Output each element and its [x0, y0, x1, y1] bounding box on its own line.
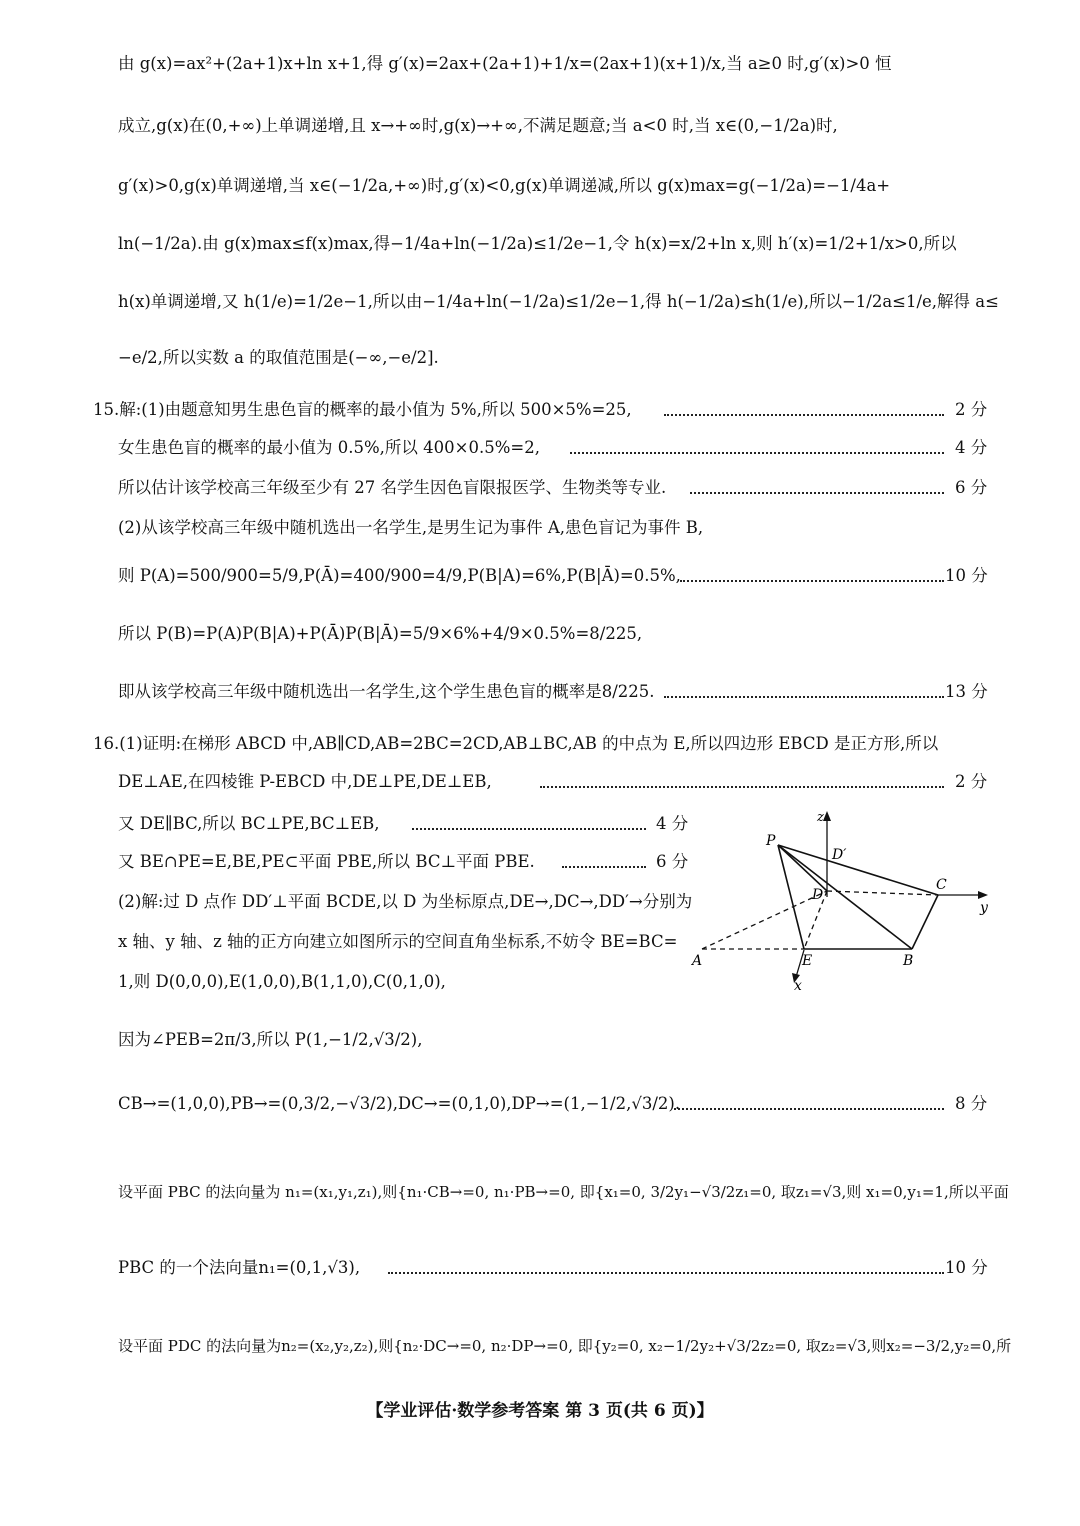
dot-leader	[562, 866, 646, 868]
dot-leader	[674, 1108, 944, 1110]
dot-leader	[570, 452, 944, 454]
text-line: 设平面 PBC 的法向量为 n₁=(x₁,y₁,z₁),则{n₁·CB→=0, n₁·PB→=0, 即{x₁=0, 3/2y₁−√3/2z₁=0, 取z₁=√3,则 x₁=0,y₁=1,所以平面	[118, 1183, 1009, 1201]
text-line: ln(−1/2a).由 g(x)max≤f(x)max,得−1/4a+ln(−1/2a)≤1/2e−1,令 h(x)=x/2+ln x,则 h′(x)=1/2+1/x>0,所以	[118, 234, 957, 253]
dot-leader	[388, 1272, 944, 1274]
text-line: 成立,g(x)在(0,+∞)上单调递增,且 x→+∞时,g(x)→+∞,不满足题意;当 a<0 时,当 x∈(0,−1/2a)时,	[118, 116, 838, 135]
label-a: A	[692, 953, 703, 969]
label-p: P	[766, 833, 776, 849]
dot-leader	[690, 492, 944, 494]
score-mark: 6 分	[955, 478, 988, 497]
text-line: DE⊥AE,在四棱锥 P-EBCD 中,DE⊥PE,DE⊥EB,	[118, 772, 492, 791]
text-line: 又 BE∩PE=E,BE,PE⊂平面 PBE,所以 BC⊥平面 PBE.	[118, 852, 535, 871]
text-line: 则 P(A)=500/900=5/9,P(Ā)=400/900=4/9,P(B|A)=6%,P(B|Ā)=0.5%,	[118, 566, 681, 585]
text-line: 16.(1)证明:在梯形 ABCD 中,AB∥CD,AB=2BC=2CD,AB⊥BC,AB 的中点为 E,所以四边形 EBCD 是正方形,所以	[93, 734, 939, 753]
pyramid-figure	[690, 805, 1000, 995]
text-line: x 轴、y 轴、z 轴的正方向建立如图所示的空间直角坐标系,不妨令 BE=BC=	[118, 932, 678, 951]
text-line: 所以估计该学校高三年级至少有 27 名学生因色盲限报医学、生物类等专业.	[118, 478, 667, 497]
text-line: 所以 P(B)=P(A)P(B|A)+P(Ā)P(B|Ā)=5/9×6%+4/9×0.5%=8/225,	[118, 624, 643, 643]
text-line: −e/2,所以实数 a 的取值范围是(−∞,−e/2].	[118, 348, 439, 367]
text-line: 又 DE∥BC,所以 BC⊥PE,BC⊥EB,	[118, 814, 380, 833]
score-mark: 4 分	[656, 814, 689, 833]
score-mark: 8 分	[955, 1094, 988, 1113]
label-d: D	[812, 887, 824, 903]
dot-leader	[412, 828, 646, 830]
dot-leader	[540, 786, 944, 788]
score-mark: 2 分	[955, 400, 988, 419]
text-line: CB→=(1,0,0),PB→=(0,3/2,−√3/2),DC→=(0,1,0),DP→=(1,−1/2,√3/2).	[118, 1094, 681, 1113]
text-line: 15.解:(1)由题意知男生患色盲的概率的最小值为 5%,所以 500×5%=25,	[93, 400, 632, 419]
text-line: g′(x)>0,g(x)单调递增,当 x∈(−1/2a,+∞)时,g′(x)<0,g(x)单调递减,所以 g(x)max=g(−1/2a)=−1/4a+	[118, 176, 891, 195]
text-line: 设平面 PDC 的法向量为n₂=(x₂,y₂,z₂),则{n₂·DC→=0, n₂·DP→=0, 即{y₂=0, x₂−1/2y₂+√3/2z₂=0, 取z₂=√3,则x₂=−3/2,y₂=0,所	[118, 1337, 1012, 1355]
label-c: C	[936, 877, 947, 893]
text-line: 由 g(x)=ax²+(2a+1)x+ln x+1,得 g′(x)=2ax+(2a+1)+1/x=(2ax+1)(x+1)/x,当 a≥0 时,g′(x)>0 恒	[118, 54, 892, 73]
dot-leader	[664, 414, 944, 416]
text-line: (2)从该学校高三年级中随机选出一名学生,是男生记为事件 A,患色盲记为事件 B,	[118, 518, 704, 537]
label-x: x	[794, 978, 802, 994]
dot-leader	[664, 696, 944, 698]
text-line: 因为∠PEB=2π/3,所以 P(1,−1/2,√3/2),	[118, 1030, 423, 1049]
text-line: h(x)单调递增,又 h(1/e)=1/2e−1,所以由−1/4a+ln(−1/2a)≤1/2e−1,得 h(−1/2a)≤h(1/e),所以−1/2a≤1/e,解得 a≤	[118, 292, 999, 311]
label-d-prime: D′	[832, 847, 847, 863]
label-y: y	[980, 900, 988, 916]
score-mark: 4 分	[955, 438, 988, 457]
score-mark: 10 分	[945, 1258, 988, 1277]
text-line: PBC 的一个法向量n₁=(0,1,√3),	[118, 1258, 361, 1277]
score-mark: 10 分	[945, 566, 988, 585]
label-e: E	[802, 953, 813, 969]
score-mark: 2 分	[955, 772, 988, 791]
text-line: 1,则 D(0,0,0),E(1,0,0),B(1,1,0),C(0,1,0),	[118, 972, 446, 991]
text-line: (2)解:过 D 点作 DD′⊥平面 BCDE,以 D 为坐标原点,DE→,DC→,DD′→分别为	[118, 892, 693, 911]
page-footer: 【学业评估·数学参考答案 第 3 页(共 6 页)】	[366, 1401, 714, 1421]
label-b: B	[903, 953, 914, 969]
score-mark: 13 分	[945, 682, 988, 701]
label-z: z	[817, 810, 824, 825]
text-line: 女生患色盲的概率的最小值为 0.5%,所以 400×0.5%=2,	[118, 438, 540, 457]
score-mark: 6 分	[656, 852, 689, 871]
text-line: 即从该学校高三年级中随机选出一名学生,这个学生患色盲的概率是8/225.	[118, 682, 655, 701]
dot-leader	[680, 580, 944, 582]
